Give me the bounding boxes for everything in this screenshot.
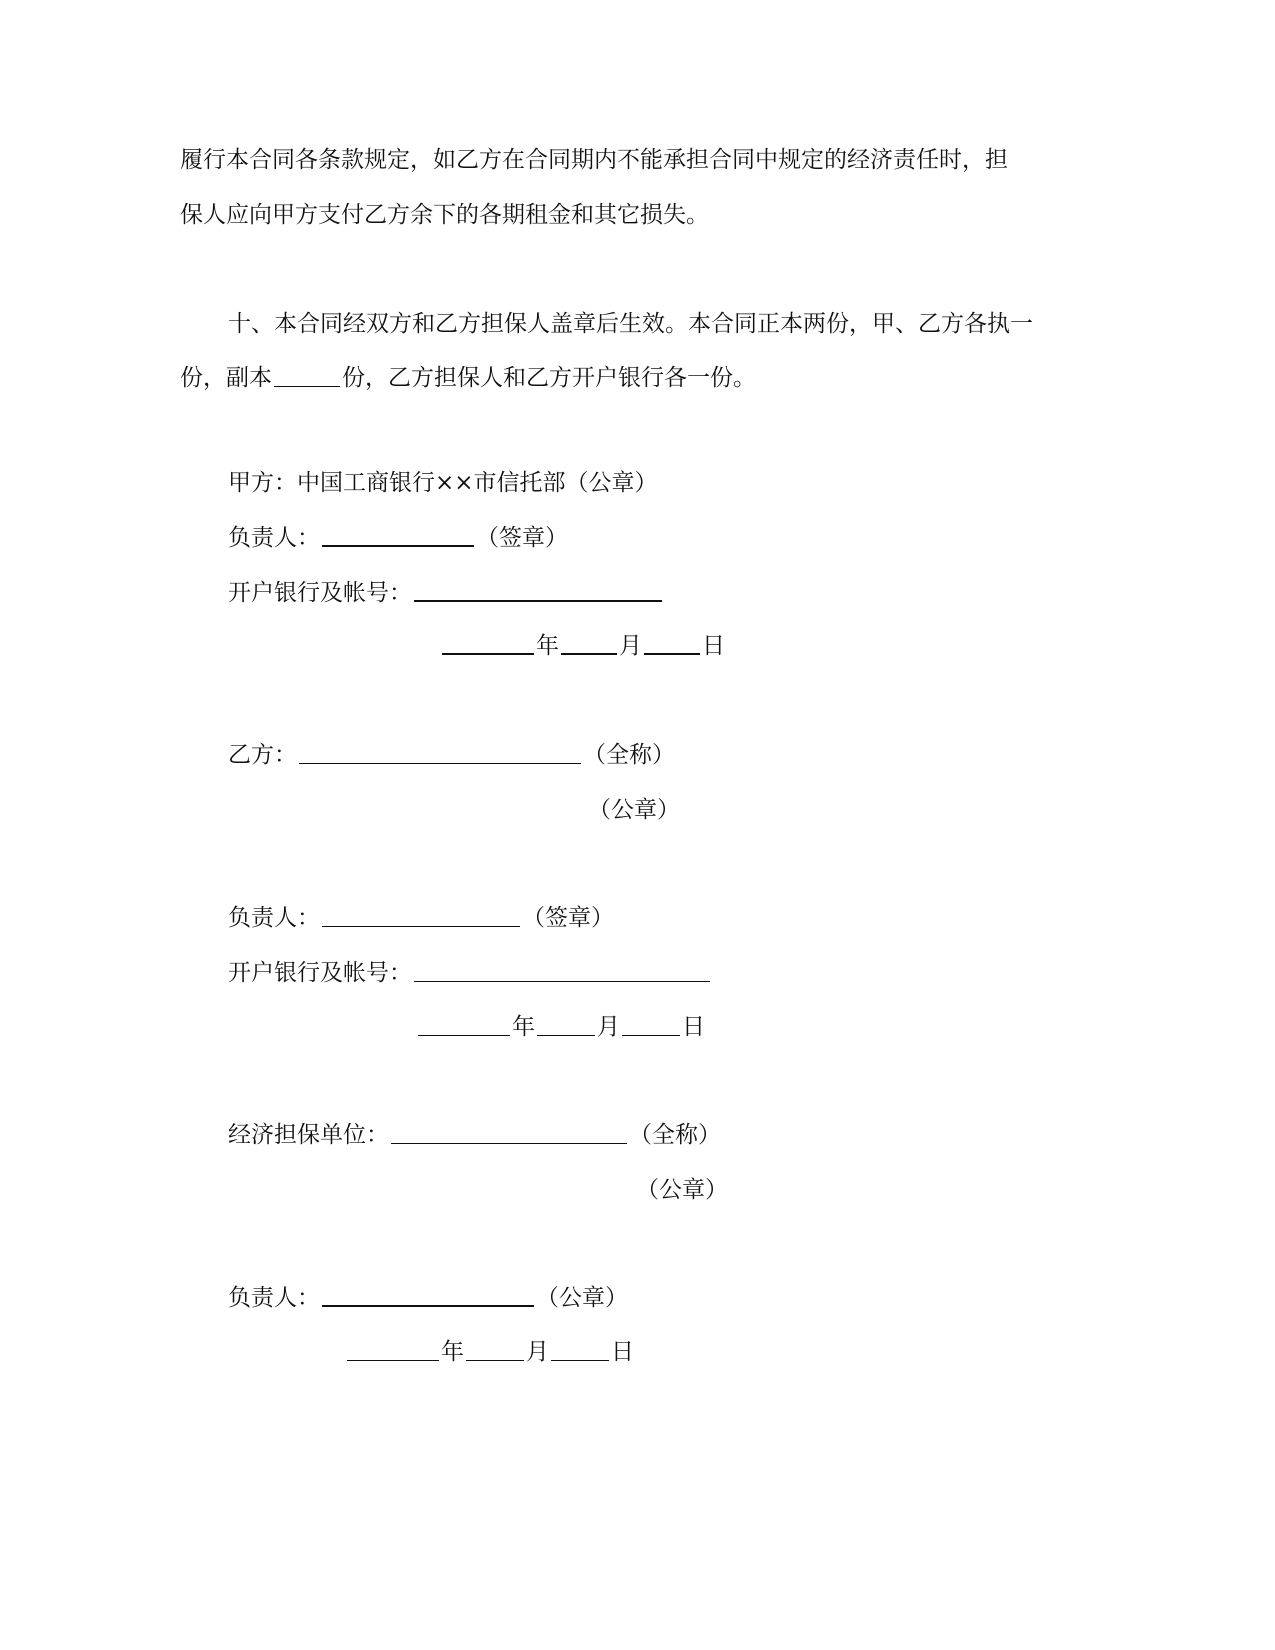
party-a-rep-note: （签章） <box>476 525 568 551</box>
party-a-month-label: 月 <box>619 633 642 659</box>
guarantor-name-blank[interactable] <box>391 1142 627 1144</box>
party-b-bank-label: 开户银行及帐号： <box>228 960 412 986</box>
party-a-year-blank[interactable] <box>442 652 534 655</box>
party-b-rep-note: （签章） <box>522 905 614 931</box>
guarantor-rep-label: 负责人： <box>228 1285 320 1311</box>
party-b-name-note: （全称） <box>583 742 675 768</box>
clause-9-line-2: 保人应向甲方支付乙方余下的各期租金和其它损失。 <box>180 202 709 228</box>
clause-9-line-1: 履行本合同各条款规定，如乙方在合同期内不能承担合同中规定的经济责任时，担 <box>180 147 1008 173</box>
clause-10-text-a: 份，副本 <box>180 365 272 391</box>
guarantor-year-blank[interactable] <box>347 1359 439 1361</box>
party-a-bank-row <box>228 578 664 608</box>
guarantor-name-note: （全称） <box>629 1122 721 1148</box>
party-a-rep-label: 负责人： <box>228 525 320 551</box>
clause-10-line-1: 十、本合同经双方和乙方担保人盖章后生效。本合同正本两份，甲、乙方各执一 <box>228 311 1033 337</box>
guarantor-day-blank[interactable] <box>551 1359 609 1361</box>
party-a-day-blank[interactable] <box>644 652 700 655</box>
guarantor-rep-note: （公章） <box>536 1285 628 1311</box>
party-a-date-row <box>440 631 725 661</box>
party-a-rep-row <box>228 523 568 553</box>
party-a-bank-label: 开户银行及帐号： <box>228 580 412 606</box>
party-b-year-label: 年 <box>512 1014 535 1040</box>
party-b-day-blank[interactable] <box>622 1034 680 1036</box>
guarantor-date-row <box>345 1337 634 1367</box>
guarantor-name-row <box>228 1120 721 1150</box>
party-b-rep-signature-blank[interactable] <box>322 925 520 927</box>
party-a-month-blank[interactable] <box>561 652 617 655</box>
party-b-month-label: 月 <box>597 1014 620 1040</box>
party-b-name-blank[interactable] <box>299 762 581 764</box>
party-b-year-blank[interactable] <box>418 1034 510 1036</box>
clause-10-line-2 <box>180 363 756 393</box>
party-b-name-row <box>228 740 675 770</box>
party-b-month-blank[interactable] <box>537 1034 595 1036</box>
party-b-rep-label: 负责人： <box>228 905 320 931</box>
party-b-bank-row <box>228 958 712 988</box>
guarantor-year-label: 年 <box>441 1339 464 1365</box>
party-a-rep-signature-blank[interactable] <box>322 544 474 547</box>
guarantor-name-label: 经济担保单位： <box>228 1122 389 1148</box>
clause-10-text-b: 份，乙方担保人和乙方开户银行各一份。 <box>342 365 756 391</box>
guarantor-month-blank[interactable] <box>466 1359 524 1361</box>
party-a-day-label: 日 <box>702 633 725 659</box>
guarantor-month-label: 月 <box>526 1339 549 1365</box>
copies-count-blank[interactable] <box>274 385 340 387</box>
guarantor-rep-row <box>228 1283 628 1313</box>
party-b-day-label: 日 <box>682 1014 705 1040</box>
guarantor-rep-signature-blank[interactable] <box>322 1304 534 1307</box>
party-b-bank-account-blank[interactable] <box>414 980 710 982</box>
party-a-year-label: 年 <box>536 633 559 659</box>
party-b-rep-row <box>228 903 614 933</box>
party-b-date-row <box>416 1012 705 1042</box>
party-a-bank-account-blank[interactable] <box>414 599 662 602</box>
party-a-name: 甲方：中国工商银行××市信托部（公章） <box>228 470 658 496</box>
party-b-seal-note: （公章） <box>588 797 680 823</box>
guarantor-day-label: 日 <box>611 1339 634 1365</box>
guarantor-seal-note: （公章） <box>636 1177 728 1203</box>
party-b-name-label: 乙方： <box>228 742 297 768</box>
